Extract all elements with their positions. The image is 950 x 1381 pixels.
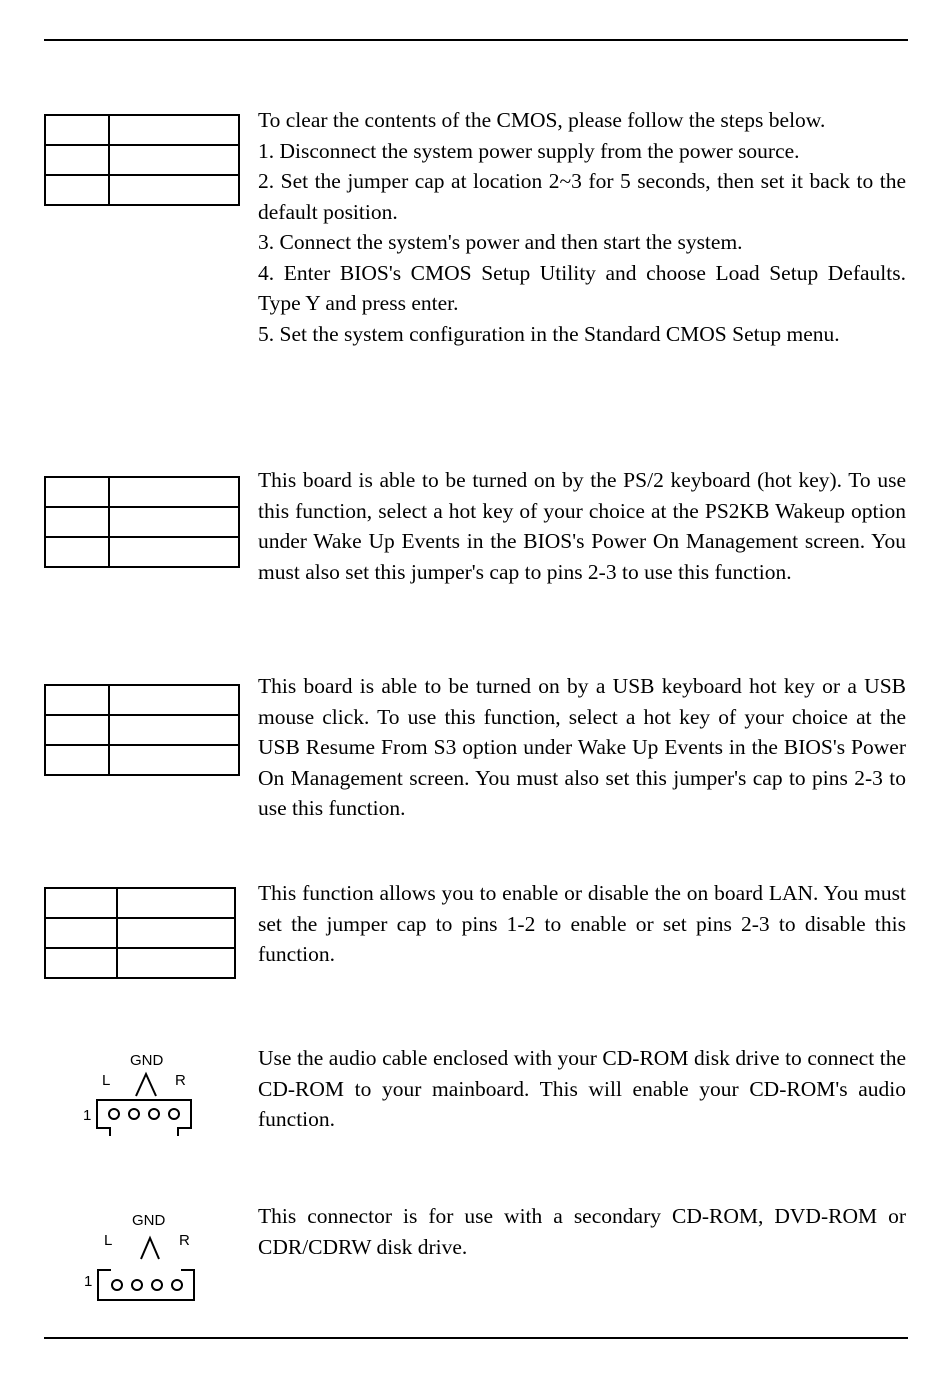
right-label: R: [175, 1072, 186, 1089]
cd-audio-text: [258, 1043, 906, 1135]
gnd-pointer-icon: [141, 1238, 159, 1259]
pin-4: [169, 1109, 179, 1119]
pin-1: [109, 1109, 119, 1119]
cd-audio-paragraph: Use the audio cable enclosed with your CD-ROM disk drive to connect the CD-ROM to your mainboard. This will enable your CD-ROM's audio function.: [258, 1046, 906, 1131]
onboard-lan-paragraph: This function allows you to enable or disable the on board LAN. You must set the jumper cap to pins 1-2 to enable or set pins 2-3 to disable this function.: [258, 881, 906, 966]
pin1-label: 1: [83, 1107, 92, 1124]
aux-audio-connector-diagram: [80, 1208, 200, 1304]
table-row: [45, 115, 239, 145]
table-row: [45, 715, 239, 745]
pin-3: [149, 1109, 159, 1119]
cd-audio-connector-diagram: [80, 1048, 200, 1144]
table-row: [45, 507, 239, 537]
onboard-lan-text: [258, 878, 906, 970]
table-row: [45, 175, 239, 205]
table-row: [45, 477, 239, 507]
table-row: [45, 537, 239, 567]
ps2-wakeup-text: [258, 465, 906, 587]
aux-audio-text: [258, 1201, 906, 1262]
table-row: [45, 918, 235, 948]
clear-cmos-step-3: 3. Connect the system's power and then start the system.: [258, 230, 743, 254]
usb-wakeup-paragraph: This board is able to be turned on by a USB keyboard hot key or a USB mouse click. To use this function, select a hot key of your choice at the USB Resume From S3 option under Wake Up Events in the BIOS's Power On Management screen. You must also set this jumper's cap to pins 2-3 to use this function.: [258, 674, 906, 820]
table-row: [45, 948, 235, 978]
table-row: [45, 888, 235, 918]
usb-wakeup-jumper-table: [44, 684, 240, 776]
ps2-wakeup-jumper-table: [44, 476, 240, 568]
gnd-pointer-icon: [136, 1074, 156, 1096]
pin-2: [132, 1280, 142, 1290]
table-row: [45, 145, 239, 175]
top-rule: [44, 39, 908, 41]
table-row: [45, 685, 239, 715]
left-label: L: [102, 1072, 111, 1089]
aux-audio-paragraph: This connector is for use with a secondary CD-ROM, DVD-ROM or CDR/CDRW disk drive.: [258, 1204, 906, 1259]
left-label: L: [104, 1232, 113, 1249]
clear-cmos-text: [258, 105, 906, 349]
onboard-lan-jumper-table: [44, 887, 236, 979]
gnd-label: GND: [132, 1212, 166, 1229]
pin1-label: 1: [84, 1273, 93, 1290]
bottom-rule: [44, 1337, 908, 1339]
clear-cmos-jumper-table: [44, 114, 240, 206]
pin-2: [129, 1109, 139, 1119]
clear-cmos-step-4: 4. Enter BIOS's CMOS Setup Utility and choose Load Setup Defaults. Type Y and press enter.: [258, 260, 906, 315]
pin-3: [152, 1280, 162, 1290]
gnd-label: GND: [130, 1052, 164, 1069]
clear-cmos-step-5: 5. Set the system configuration in the Standard CMOS Setup menu.: [258, 321, 840, 346]
pin-1: [112, 1280, 122, 1290]
table-row: [45, 745, 239, 775]
ps2-wakeup-paragraph: This board is able to be turned on by the PS/2 keyboard (hot key). To use this function, select a hot key of your choice at the PS2KB Wakeup option under Wake Up Events in the BIOS's Power On Management screen. You must also set this jumper's cap to pins 2-3 to use this function.: [258, 468, 906, 584]
clear-cmos-step-1: 1. Disconnect the system power supply from the power source.: [258, 138, 800, 163]
clear-cmos-intro: To clear the contents of the CMOS, please follow the steps below.: [258, 108, 826, 132]
usb-wakeup-text: [258, 671, 906, 824]
clear-cmos-step-2: 2. Set the jumper cap at location 2~3 for 5 seconds, then set it back to the default position.: [258, 169, 906, 224]
right-label: R: [179, 1232, 190, 1249]
pin-4: [172, 1280, 182, 1290]
